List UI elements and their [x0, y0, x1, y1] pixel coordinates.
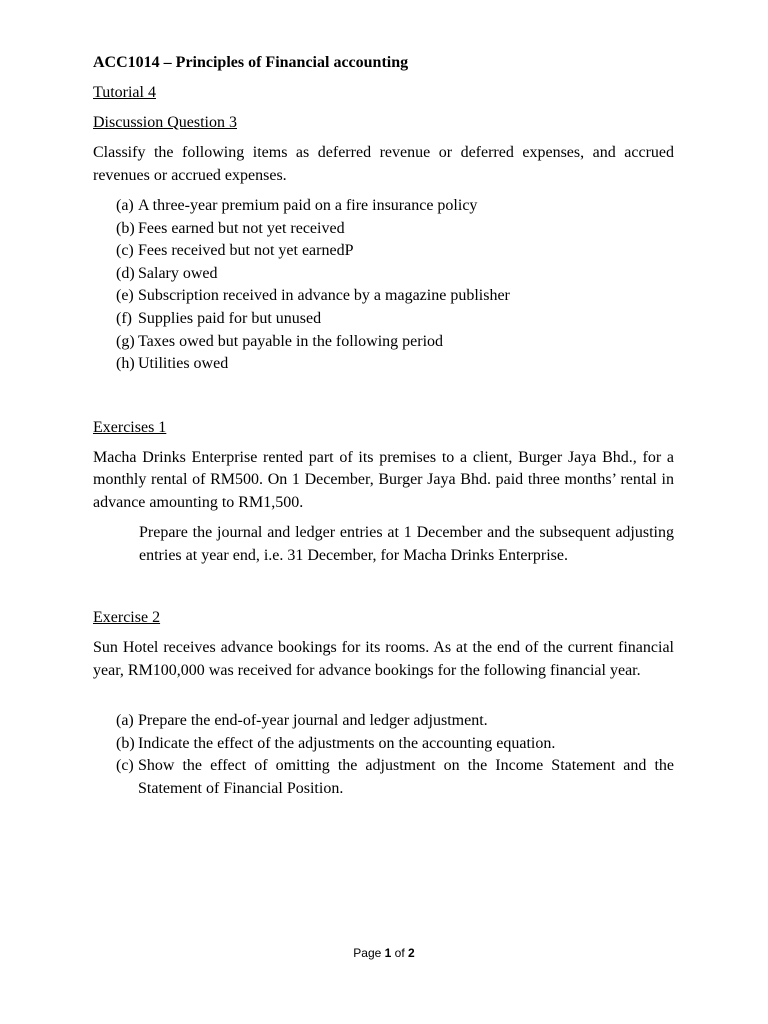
- page-prefix: Page: [353, 946, 385, 960]
- item-text: Prepare the end-of-year journal and ledger adjustment.: [138, 712, 488, 730]
- list-item: [116, 195, 674, 218]
- discussion-intro: Classify the following items as deferred revenue or deferred expenses, and accrued revenues or accrued expenses.: [93, 144, 674, 184]
- item-label: (c): [116, 757, 134, 775]
- page-total: 2: [408, 946, 415, 960]
- item-label: (c): [116, 242, 134, 260]
- item-text: Fees earned but not yet received: [138, 219, 345, 237]
- document-title: ACC1014 – Principles of Financial accounting: [93, 54, 409, 71]
- exercise2-item-list: [93, 710, 674, 800]
- document-page: [93, 52, 674, 801]
- list-item: [116, 710, 674, 733]
- exercise1-heading: Exercises 1: [93, 418, 167, 436]
- list-item: [116, 308, 674, 331]
- item-text: A three-year premium paid on a fire insurance policy: [138, 197, 478, 214]
- item-label: (g): [116, 332, 135, 350]
- list-item: [116, 733, 674, 756]
- item-text: Subscription received in advance by a magazine publisher: [138, 287, 510, 305]
- item-label: (d): [116, 264, 135, 282]
- item-label: (h): [116, 355, 135, 373]
- exercise2-body: Sun Hotel receives advance bookings for its rooms. As at the end of the current financial year, RM100,000 was received for advance bookings for the following financial year.: [93, 639, 674, 679]
- discussion-heading: Discussion Question 3: [93, 114, 237, 131]
- exercise2-heading: Exercise 2: [93, 609, 161, 627]
- item-label: (a): [116, 712, 134, 730]
- item-label: (b): [116, 219, 135, 237]
- list-item: [116, 263, 674, 286]
- item-text: Show the effect of omitting the adjustment on the Income Statement and the Statement of Financial Position.: [138, 757, 674, 798]
- item-text: Fees received but not yet earnedP: [138, 242, 354, 260]
- list-item: [116, 285, 674, 308]
- page-middle: of: [391, 946, 409, 960]
- page-current: 1: [384, 946, 392, 960]
- item-label: (b): [116, 734, 135, 752]
- item-text: Supplies paid for but unused: [138, 309, 322, 327]
- item-label: (e): [116, 287, 134, 305]
- page-footer: [0, 946, 768, 960]
- item-text: Taxes owed but payable in the following period: [138, 332, 444, 350]
- item-text: Indicate the effect of the adjustments on the accounting equation.: [138, 734, 556, 752]
- exercise1-task: Prepare the journal and ledger entries at 1 December and the subsequent adjusting entries at year end, i.e. 31 December, for Macha Drinks Enterprise.: [139, 524, 674, 564]
- item-label: (f): [116, 309, 132, 327]
- list-item: [116, 218, 674, 241]
- item-label: (a): [116, 197, 134, 214]
- item-text: Salary owed: [138, 264, 218, 282]
- list-item: [116, 331, 674, 354]
- list-item: [116, 353, 674, 376]
- tutorial-heading: Tutorial 4: [93, 84, 156, 101]
- list-item: [116, 240, 674, 263]
- list-item: [116, 755, 674, 800]
- discussion-item-list: [93, 195, 674, 376]
- item-text: Utilities owed: [138, 355, 229, 373]
- exercise1-body: Macha Drinks Enterprise rented part of its premises to a client, Burger Jaya Bhd., for a monthly rental of RM500. On 1 December, Burger Jaya Bhd. paid three months’ rental in advance amounting to RM1,500.: [93, 448, 674, 511]
